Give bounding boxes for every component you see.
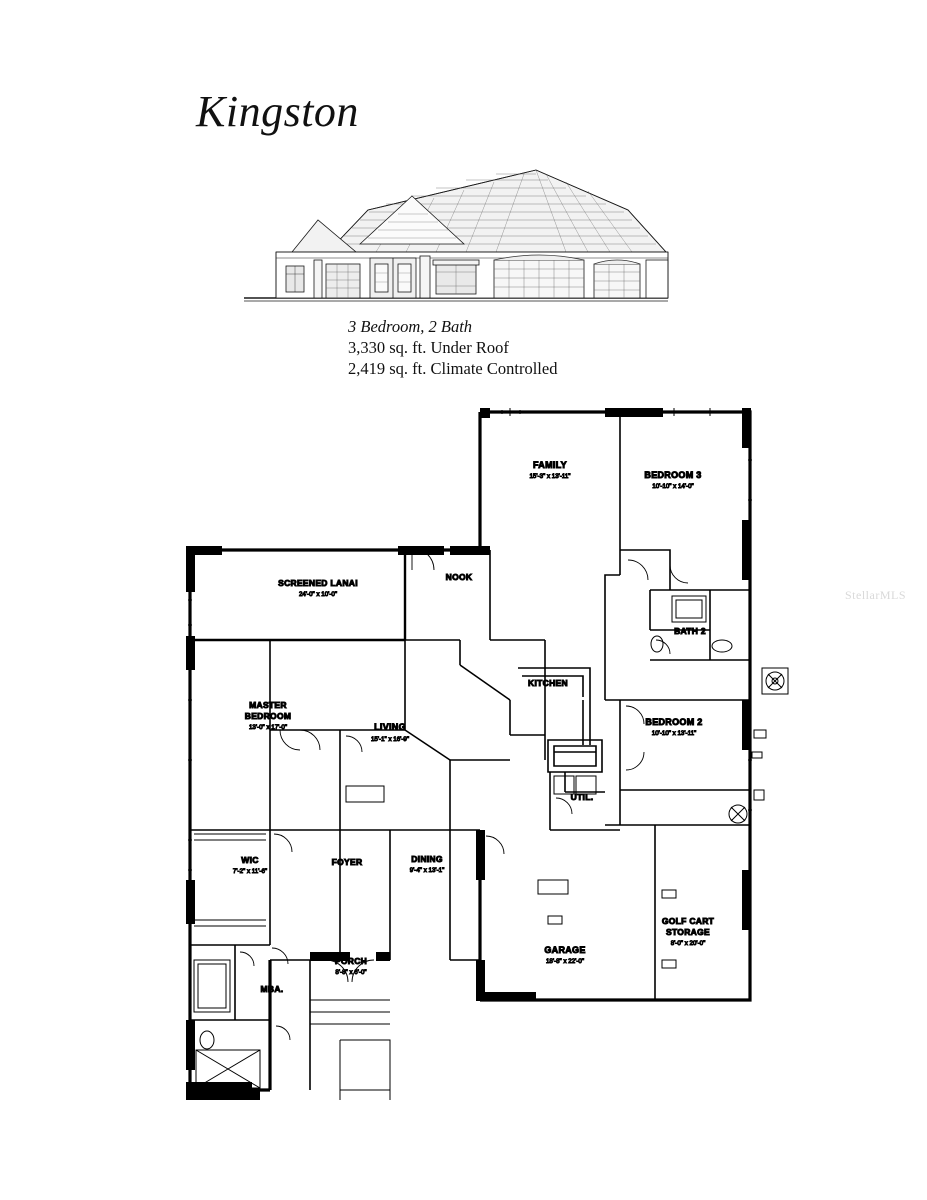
room-label-bedroom-3 [644, 470, 701, 490]
front-elevation-image [236, 148, 676, 306]
page-title: Kingston [196, 87, 359, 136]
room-dimension: 13'-0" x 17'-0" [248, 724, 288, 731]
room-dimension: 10'-10" x 14'-0" [652, 483, 694, 490]
room-dimension: 8'-8" x 6'-0" [335, 969, 367, 976]
spec-bedrooms-baths: 3 Bedroom, 2 Bath [348, 317, 473, 336]
room-name: BEDROOM 3 [644, 470, 702, 480]
room-label-util [571, 792, 594, 802]
room-label-family [529, 460, 570, 480]
room-dimension: 15'-1" x 16'-9" [370, 736, 410, 743]
room-label-screened-lanai [278, 578, 358, 598]
room-labels [233, 460, 715, 994]
room-label-foyer [332, 857, 363, 867]
room-name: BEDROOM 2 [645, 717, 703, 727]
room-name: SCREENED LANAI [278, 578, 358, 588]
room-label-porch [335, 956, 367, 976]
room-label-bath-2 [674, 626, 706, 636]
room-label-golf-cart-storage [662, 916, 715, 947]
spec-climate-controlled: 2,419 sq. ft. Climate Controlled [348, 359, 558, 378]
room-dimension: 18'-8" x 22'-0" [545, 958, 585, 965]
room-name: DINING [411, 854, 443, 864]
room-label-wic [233, 855, 267, 875]
room-label-dining [410, 854, 445, 874]
room-name: KITCHEN [528, 678, 568, 688]
room-name-line2: BEDROOM [244, 711, 292, 721]
room-label-bedroom-2 [645, 717, 702, 737]
room-label-nook [446, 572, 473, 582]
room-label-living [371, 722, 409, 743]
spec-under-roof: 3,330 sq. ft. Under Roof [348, 338, 509, 357]
room-name: PORCH [334, 956, 368, 966]
room-name-line1: GOLF CART [661, 916, 715, 926]
floor-plan-drawing [150, 400, 830, 1120]
room-name: UTIL. [570, 792, 594, 802]
room-dimension: 7'-2" x 11'-6" [232, 868, 268, 875]
room-dimension: 9'-4" x 13'-1" [409, 867, 445, 874]
room-name: GARAGE [544, 945, 586, 955]
room-dimension: 24'-0" x 10'-0" [298, 591, 338, 598]
room-name: NOOK [445, 572, 473, 582]
room-dimension: 8'-0" x 20'-0" [670, 940, 706, 947]
room-name: MBA. [260, 984, 284, 994]
room-name: WIC [241, 855, 259, 865]
room-dimension: 15'-3" x 13'-11" [529, 473, 571, 480]
room-name-line1: MASTER [249, 700, 287, 710]
room-name: BATH 2 [674, 626, 706, 636]
room-name-line2: STORAGE [666, 927, 710, 937]
room-label-master-bedroom [245, 700, 292, 731]
room-name: LIVING [374, 722, 406, 732]
room-name: FAMILY [533, 460, 567, 470]
room-label-mba [261, 984, 284, 994]
room-dimension: 10'-10" x 13'-11" [651, 730, 697, 737]
watermark: StellarMLS [845, 588, 906, 602]
room-label-garage [544, 945, 585, 965]
plan-specs [348, 316, 557, 379]
room-label-kitchen [528, 678, 568, 688]
room-name: FOYER [331, 857, 363, 867]
